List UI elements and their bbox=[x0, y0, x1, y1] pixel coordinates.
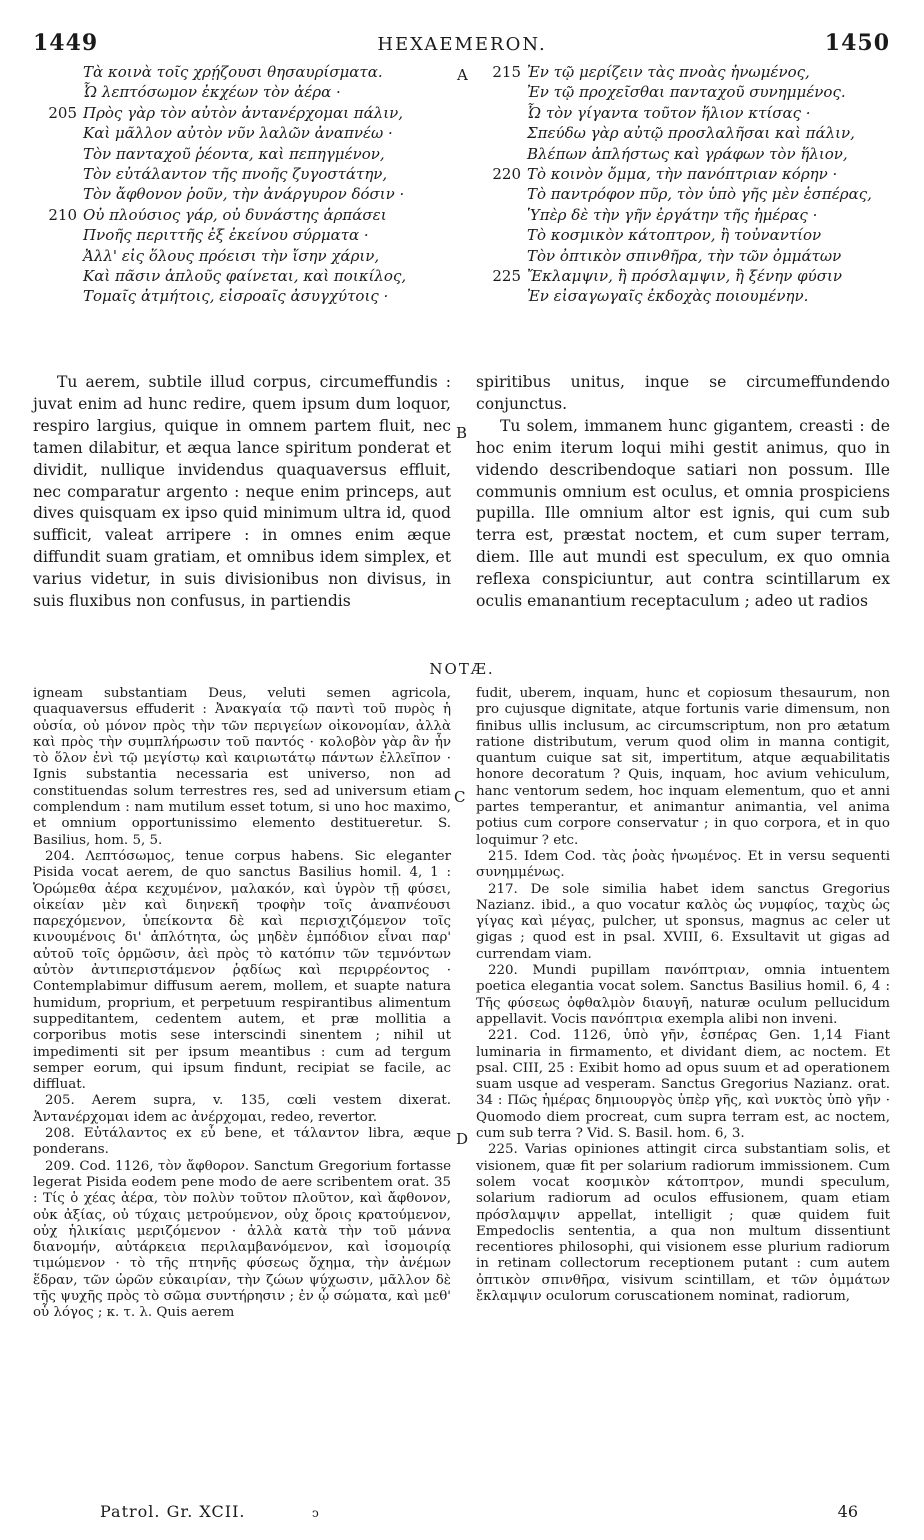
verse-text: Ὦ τὸν γίγαντα τοῦτον ἥλιον κτίσας · bbox=[527, 103, 811, 122]
note-paragraph: fudit, uberem, inquam, hunc et copiosum thesaurum, non pro cujusque dignitate, atque fortunis varie dimensum, non finibus ullis inclusum, ac circumscriptum, non pro ætatum ratione distributum, verum quod olim in manna contigit, quantum cuique sat sit, impertitum, atque æquabilitatis honore decoratum ? Quis, inquam, hoc avium vehiculum, hanc ventorum sedem, hoc inquam elementum, quo et anni partes temperantur, et animantur animantia, vel anima potius cum corpore conservatur ; in quo corpora, et in quo loquimur ? etc. bbox=[476, 686, 890, 848]
note-paragraph: 204. Λεπτόσωμος, tenue corpus habens. Sic eleganter Pisida vocat aerem, de quo sanctus Basilius homil. 4, 1 : Ὁρώμεθα ἀέρα κεχυμένον, μαλακόν, καὶ ὑγρὸν τῇ φύσει, οἰκείαν μὲν καὶ διηνεκῆ τροφὴν τοῖς ἀναπνέουσι παρεχόμενον, ὑπείκοντα δὲ καὶ περισχιζόμενον τοῖς κινουμένοις δι' ἁπλότητα, ὡς μηδὲν ἐμπόδιον εἶναι παρ' αὐτοῦ τοῖς ὁρμῶσιν, ἀεὶ πρὸς τὸ κατόπιν τῶν τεμνόντων αὐτὸν ἀντιπεριστάμενον ῥᾳδίως καὶ περιρρέοντος · Contemplabimur diffusum aerem, mollem, et suapte natura humidum, proprium, et perpetuum respirantibus alimentum suppeditantem, cedentem autem, et præ mollitia a corporibus motis sese interscindi sinentem ; nihil ut impedimenti sit per ipsum meantibus : cum ad tergum semper eorum, qui ipsum findunt, recipiat se facile, ac diffluat. bbox=[33, 848, 451, 1093]
notes-column-left bbox=[33, 686, 451, 1322]
verse-line bbox=[83, 82, 406, 102]
verse-line bbox=[83, 144, 406, 164]
note-paragraph: 221. Cod. 1126, ὑπὸ γῆν, ἑσπέρας Gen. 1,14 Fiant luminaria in firmamento, et dividant diem, ac noctem. Et psal. CIII, 25 : Exibit homo ad opus suum et ad operationem suam usque ad vesperam. Sanctus Gregorius Nazianz. orat. 34 : Πῶς ἡμέρας δημιουργὸς ὑπὲρ γῆς, καὶ νυκτὸς ὑπὸ γῆν · Quomodo diem procreat, cum supra terram est, ac noctem, cum sub terra ? Vid. S. Basil. hom. 6, 3. bbox=[476, 1028, 890, 1142]
margin-letter-c: C bbox=[454, 788, 466, 806]
running-title: HEXAEMERON. bbox=[377, 34, 547, 55]
verse-number: 210 bbox=[48, 205, 77, 224]
latin-paragraph: Tu solem, immanem hunc gigantem, creasti : de hoc enim iterum loqui mihi gestit animus, quo in videndo describendoque satiari non possum. Ille communis omnium est oculus, et omnia prospiciens pupilla. Ille omnium altor est ignis, qui cum sub terra est, præstat noctem, et cum super terram, diem. Ille aut mundi est speculum, ex quo omnia reflexa conspiciuntur, aut contra scintillarum ex oculis emanantium receptaculum ; adeo ut radios bbox=[476, 416, 890, 611]
verse-line bbox=[527, 286, 872, 306]
verse-column-left bbox=[48, 62, 407, 307]
verse-line bbox=[83, 62, 406, 82]
verse-text: Ἀλλ' εἰς ὅλους πρόεισι τὴν ἴσην χάριν, bbox=[83, 246, 380, 265]
verse-text: Τὸ κοινὸν ὄμμα, τὴν πανόπτριαν κόρην · bbox=[527, 164, 838, 183]
verse-number: 215 bbox=[492, 63, 521, 81]
verse-text: Τὸν εὐτάλαντον τῆς πνοῆς ζυγοστάτην, bbox=[83, 164, 388, 183]
margin-letter-b: B bbox=[456, 424, 468, 442]
page-number-right: 1450 bbox=[824, 30, 890, 56]
verse-text: Ἐν τῷ μερίζειν τὰς πνοὰς ἡνωμένος, bbox=[527, 63, 810, 81]
verse-line bbox=[527, 103, 872, 123]
verse-text: Πρὸς γὰρ τὸν αὐτὸν ἀντανέρχομαι πάλιν, bbox=[83, 103, 404, 122]
verse-text: Τὰ κοινὰ τοῖς χρῄζουσι θησαυρίσματα. bbox=[83, 63, 383, 81]
verse-text: Ἔκλαμψιν, ἢ πρόσλαμψιν, ἢ ξένην φύσιν bbox=[527, 266, 842, 285]
verse-text: Βλέπων ἀπλήστως καὶ γράφων τὸν ἥλιον, bbox=[527, 144, 848, 163]
verse-line bbox=[83, 286, 406, 306]
notes-heading: NOTÆ. bbox=[429, 660, 495, 678]
page-number-left: 1449 bbox=[33, 30, 99, 56]
verse-line bbox=[492, 62, 872, 82]
verse-text: Σπεύδω γὰρ αὐτῷ προσλαλῆσαι καὶ πάλιν, bbox=[527, 124, 855, 143]
verse-line bbox=[527, 205, 872, 225]
margin-letter-d: D bbox=[456, 1130, 469, 1148]
verse-line bbox=[527, 144, 872, 164]
note-paragraph: igneam substantiam Deus, veluti semen agricola, quaquaversus effuderit : Ἀνακγαία τῷ παντὶ τοῦ πυρὸς ἡ οὐσία, οὐ μόνον πρὸς τὴν τῶν περιγείων οἰκονομίαν, ἀλλὰ καὶ πρὸς τὴν συμπλήρωσιν τοῦ παντός · κολοβὸν γὰρ ἂν ἦν τὸ ὅλον ἐνὶ τῷ μεγίστῳ καὶ καιριωτάτῳ πάντων ἐλλεῖπον · Ignis substantia necessaria est universo, non ad constituendas solum terrestres res, sed ad universum etiam complendum : nam mutilum esset totum, si uno hoc maximo, et omnium opportunissimo elemento destitueretur. S. Basilius, hom. 5, 5. bbox=[33, 686, 451, 848]
latin-translation-left bbox=[33, 372, 451, 613]
note-paragraph: 215. Idem Cod. τὰς ῥοὰς ἡνωμένος. Et in versu sequenti συνημμένως. bbox=[476, 848, 890, 881]
verse-line bbox=[527, 246, 872, 266]
verse-text: Ὑπὲρ δὲ τὴν γῆν ἐργάτην τῆς ἡμέρας · bbox=[527, 205, 818, 224]
note-paragraph: 208. Εὐτάλαντος ex εὖ bene, et τάλαντον libra, æque ponderans. bbox=[33, 1126, 451, 1158]
verse-text: Τὸν πανταχοῦ ῥέοντα, καὶ πεπηγμένον, bbox=[83, 144, 385, 163]
verse-line bbox=[527, 184, 872, 204]
verse-line bbox=[83, 123, 406, 143]
verse-text: Πνοῆς περιττῆς ἐξ ἐκείνου σύρματα · bbox=[83, 226, 369, 245]
note-paragraph: 209. Cod. 1126, τὸν ἄφθορον. Sanctum Gregorium fortasse legerat Pisida eodem pene modo de aere scribentem orat. 35 : Τίς ὁ χέας ἀέρα, τὸν πολὺν τοῦτον πλοῦτον, καὶ ἄφθονον, οὐκ ἀξίας, οὐ τύχαις μετρούμενον, οὐχ ὅροις κρατούμενον, οὐχ ἡλικίαις μεριζόμενον · ἀλλὰ κατὰ τὴν τοῦ μάννα διανομήν, αὐτάρκεια περιλαμβανόμενον, καὶ ἰσομοιρίᾳ τιμώμενον · τὸ τῆς πτηνῆς φύσεως ὄχημα, τὴν ἀνέμων ἕδραν, τῶν ὡρῶν εὐκαιρίαν, τὴν ζώων ψύχωσιν, μᾶλλον δὲ τῆς ψυχῆς πρὸς τὸ σῶμα συντήρησιν ; ἐν ᾧ σώματα, καὶ μεθ' οὗ λόγος ; κ. τ. λ. Quis aerem bbox=[33, 1158, 451, 1321]
verse-text: Τὸ κοσμικὸν κάτοπτρον, ἢ τοὐναντίον bbox=[527, 226, 822, 245]
verse-line bbox=[83, 246, 406, 266]
verse-line bbox=[83, 225, 406, 245]
notes-column-right bbox=[476, 686, 890, 1305]
verse-line bbox=[492, 164, 872, 184]
verse-text: Ἐν τῷ προχεῖσθαι πανταχοῦ συνημμένος. bbox=[527, 83, 846, 102]
margin-letter-a: A bbox=[457, 66, 468, 84]
footer-signature: 46 bbox=[837, 1502, 858, 1521]
verse-text: Τὸν ὀπτικὸν σπινθῆρα, τὴν τῶν ὀμμάτων bbox=[527, 246, 842, 265]
verse-line bbox=[48, 103, 406, 123]
note-paragraph: 217. De sole similia habet idem sanctus Gregorius Nazianz. ibid., a quo vocatur καλὸς ὡς νυμφίος, ταχὺς ὡς γίγας καὶ μέγας, pulcher, ut sponsus, magnus ac celer ut gigas ; quod est in psal. XVIII, 6. Exsultavit ut gigas ad currendam viam. bbox=[476, 881, 890, 962]
latin-paragraph: spiritibus unitus, inque se circumeffundendo conjunctus. bbox=[476, 373, 890, 413]
verse-text: Τομαῖς ἀτμήτοις, εἰσροαῖς ἀσυγχύτοις · bbox=[83, 287, 389, 306]
latin-translation-right bbox=[476, 372, 890, 613]
latin-paragraph: Tu aerem, subtile illud corpus, circumeffundis : juvat enim ad hunc redire, quem ipsum dum loquor, respiro largius, quique in omnem partem fluit, nec tamen dilabitur, et æqua lance spiritum ponderat et dividit, nullique invidendus quaquaversus effluit, nec comparatur argento : neque enim princeps, aut dives quisquam ex ipso quid minimum ultra id, quod sufficit, valeat arripere : in omnes enim æque diffundit suam gratiam, et omnibus idem simplex, et varius videtur, in suis divisionibus non divisus, in suis fluxibus non confusus, in partiendis bbox=[33, 373, 451, 611]
note-paragraph: 225. Varias opiniones attingit circa substantiam solis, et visionem, quæ fit per solarium radiorum immissionem. Cum solem vocat κοσμικὸν κάτοπτρον, mundi speculum, solarium radiorum ad oculos effusionem, quam etiam πρόσλαμψιν appellat, intelligit ; quæ quidem fuit Empedoclis sententia, a qua non multum dissentiunt recentiores philosophi, qui visionem esse plurium radiorum in retinam collectorum receptionem putant : cum autem ὀπτικὸν σπινθῆρα, visivum scintillam, et τῶν ὀμμάτων ἔκλαμψιν oculorum coruscationem nominat, radiorum, bbox=[476, 1142, 890, 1304]
verse-line bbox=[83, 164, 406, 184]
footer-mark: ͻ bbox=[312, 1506, 319, 1520]
note-paragraph: 220. Mundi pupillam πανόπτριαν, omnia intuentem poetica elegantia vocat solem. Sanctus Basilius homil. 6, 4 : Τῆς φύσεως ὀφθαλμὸν διαυγῆ, naturæ oculum pellucidum appellavit. Vocis πανόπτρια exempla alibi non inveni. bbox=[476, 963, 890, 1027]
verse-line bbox=[527, 82, 872, 102]
verse-text: Ὦ λεπτόσωμον ἐκχέων τὸν ἀέρα · bbox=[83, 83, 341, 102]
verse-line bbox=[527, 123, 872, 143]
verse-text: Καὶ μᾶλλον αὐτὸν νῦν λαλῶν ἀναπνέω · bbox=[83, 124, 393, 143]
verse-line bbox=[527, 225, 872, 245]
verse-number: 205 bbox=[48, 103, 77, 122]
verse-line bbox=[83, 266, 406, 286]
verse-number: 220 bbox=[492, 164, 521, 183]
verse-text: Οὐ πλούσιος γάρ, οὐ δυνάστης ἁρπάσει bbox=[83, 205, 387, 224]
verse-text: Τὸν ἄφθονον ῥοῦν, τὴν ἀνάργυρον δόσιν · bbox=[83, 185, 405, 204]
verse-text: Καὶ πᾶσιν ἁπλοῦς φαίνεται, καὶ ποικίλος, bbox=[83, 266, 407, 285]
verse-number: 225 bbox=[492, 266, 521, 285]
verse-line bbox=[83, 184, 406, 204]
verse-text: Τὸ παντρόφον πῦρ, τὸν ὑπὸ γῆς μὲν ἑσπέρας, bbox=[527, 185, 872, 204]
note-paragraph: 205. Aerem supra, v. 135, cœli vestem dixerat. Ἀντανέρχομαι idem ac ἀνέρχομαι, redeo, revertor. bbox=[33, 1093, 451, 1125]
verse-line bbox=[492, 266, 872, 286]
verse-text: Ἐν εἰσαγωγαῖς ἐκδοχὰς ποιουμένην. bbox=[527, 287, 809, 306]
footer-series: Patrol. Gr. XCII. bbox=[100, 1502, 246, 1521]
verse-line bbox=[48, 205, 406, 225]
verse-column-right bbox=[492, 62, 872, 307]
